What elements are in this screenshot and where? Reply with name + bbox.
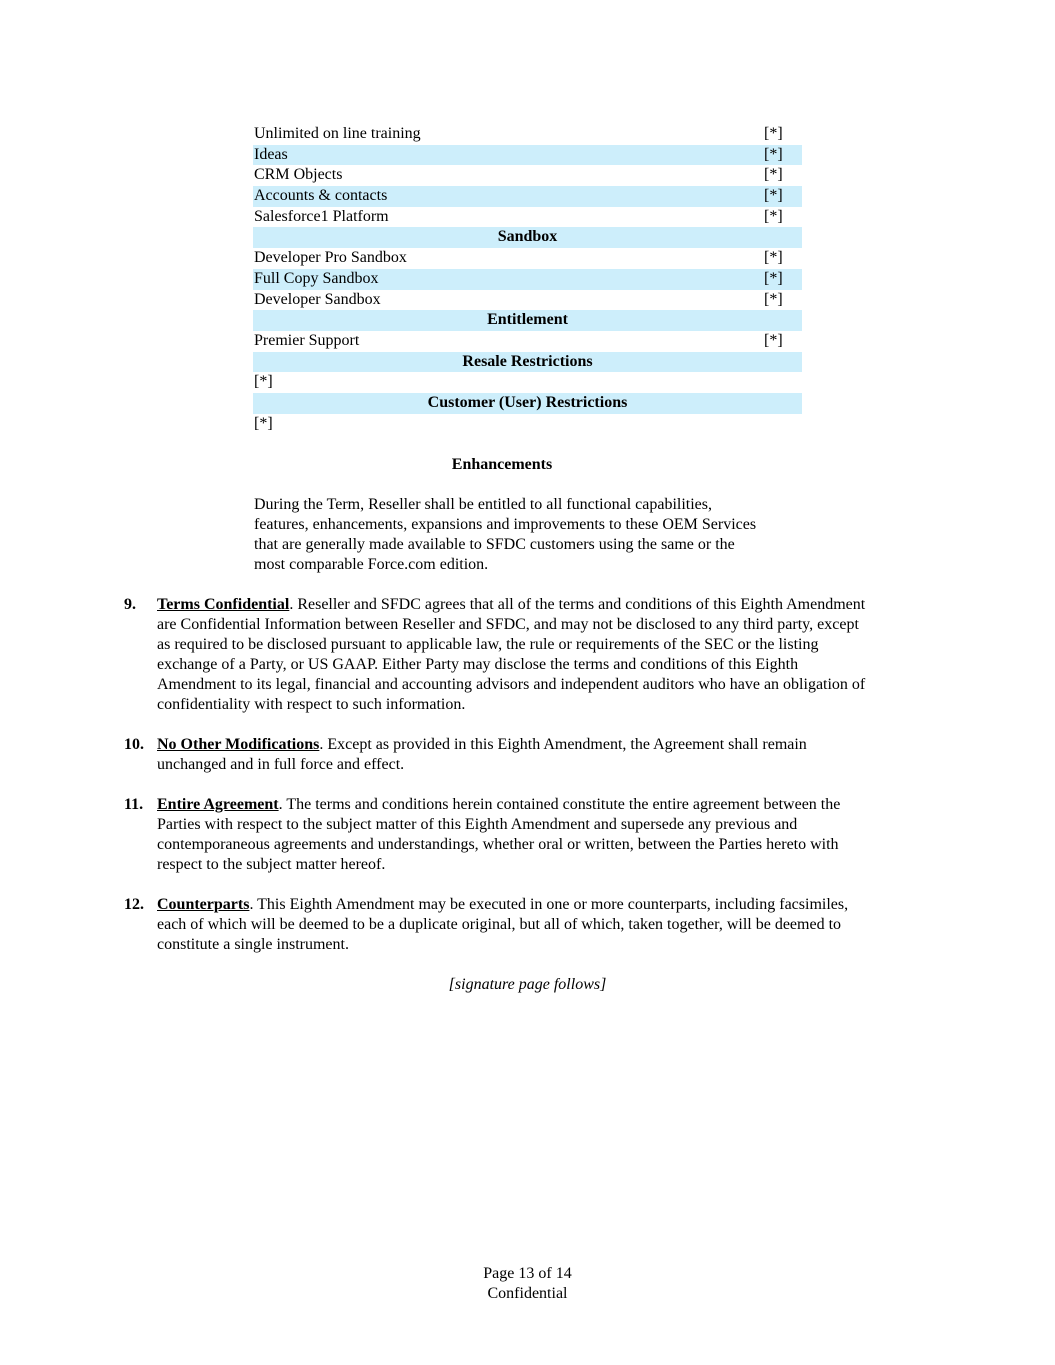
confidential-label: Confidential [487,1285,568,1302]
section-text: . Except as provided in this Eighth Amendment, the Agreement shall remain [319,736,807,753]
paragraph-line: unchanged and in full force and effect. [157,756,405,773]
enhancements-heading: Enhancements [451,456,553,473]
row-value: [*] [764,269,783,287]
row-label: Ideas [254,145,288,163]
table-section-heading: Sandbox [253,227,802,248]
table-row [253,372,802,393]
paragraph-line: most comparable Force.com edition. [254,556,489,573]
section-title: Terms Confidential [157,596,290,613]
paragraph-line: During the Term, Reseller shall be entitled to all functional capabilities, [254,496,713,513]
row-label: Full Copy Sandbox [254,269,379,287]
row-label: CRM Objects [254,166,343,184]
row-label: Salesforce1 Platform [254,207,389,225]
paragraph-line: exchange of a Party, or US GAAP. Either Party may disclose the terms and conditions of this Eighth [157,656,799,673]
row-value: [*] [764,125,783,142]
paragraph-line [157,595,947,615]
table-section-heading: Customer (User) Restrictions [253,393,802,414]
table-row [253,290,802,311]
table-row [253,269,802,290]
paragraph-line: are Confidential Information between Reseller and SFDC, and may not be disclosed to any third party, except [157,616,859,633]
table-section-heading: Resale Restrictions [253,352,802,373]
signature-note: [signature page follows] [448,976,607,993]
paragraph-line: each of which will be deemed to be a duplicate original, but all of which, taken together, will be deemed to [157,916,842,933]
row-label: Premier Support [254,331,360,349]
section-body [157,735,947,775]
row-label: [*] [254,414,273,432]
page-number: Page 13 of 14 [483,1265,572,1282]
row-value: [*] [764,331,783,349]
table-row [253,165,802,186]
paragraph-line: features, enhancements, expansions and improvements to these OEM Services [254,516,757,533]
section-number: 11. [124,796,144,813]
paragraph-line: respect to the subject matter hereof. [157,856,386,873]
section-title: No Other Modifications [157,736,320,753]
paragraph-line: as required to be disclosed pursuant to applicable law, the rule or requirements of the SEC or the listing [157,636,819,653]
services-table [253,124,802,434]
row-label: [*] [254,373,273,391]
table-row [253,145,802,166]
section-body [157,895,947,955]
row-label: Unlimited on line training [254,125,421,142]
table-row [253,186,802,207]
page-footer [0,1264,1055,1304]
paragraph-line [157,795,947,815]
section-text: . Reseller and SFDC agrees that all of the terms and conditions of this Eighth Amendment [289,596,866,613]
table-section-heading: Entitlement [253,310,802,331]
section-title: Entire Agreement [157,796,279,813]
section-number: 9. [124,596,136,613]
table-row [253,248,802,269]
row-label: Accounts & contacts [254,187,388,205]
row-value: [*] [764,290,783,308]
paragraph-line: Parties with respect to the subject matter of this Eighth Amendment and supersede any previous and [157,816,798,833]
section-text: . This Eighth Amendment may be executed in one or more counterparts, including facsimiles, [249,896,849,913]
table-row [253,124,802,145]
row-value: [*] [764,145,783,163]
paragraph-line: that are generally made available to SFDC customers using the same or the [254,536,735,553]
paragraph-line: Amendment to its legal, financial and accounting advisors and independent auditors who have an obligation of [157,676,866,693]
row-label: Developer Pro Sandbox [254,249,407,267]
section-title: Counterparts [157,896,250,913]
paragraph-line [157,735,947,755]
row-value: [*] [764,249,783,267]
row-value: [*] [764,166,783,184]
section-number: 10. [124,736,144,753]
row-value: [*] [764,187,783,205]
section-body [157,795,947,875]
row-value: [*] [764,207,783,225]
section-number: 12. [124,896,144,913]
paragraph-line: contemporaneous agreements and understandings, whether oral or written, between the Parties hereto with [157,836,839,853]
paragraph-line [157,895,947,915]
enhancements-paragraph [254,495,814,575]
table-row [253,207,802,228]
table-row [253,331,802,352]
section-text: . The terms and conditions herein contained constitute the entire agreement between the [278,796,841,813]
row-label: Developer Sandbox [254,290,381,308]
table-row [253,414,802,435]
section-body [157,595,947,715]
paragraph-line: constitute a single instrument. [157,936,349,953]
paragraph-line: confidentiality with respect to such information. [157,696,466,713]
